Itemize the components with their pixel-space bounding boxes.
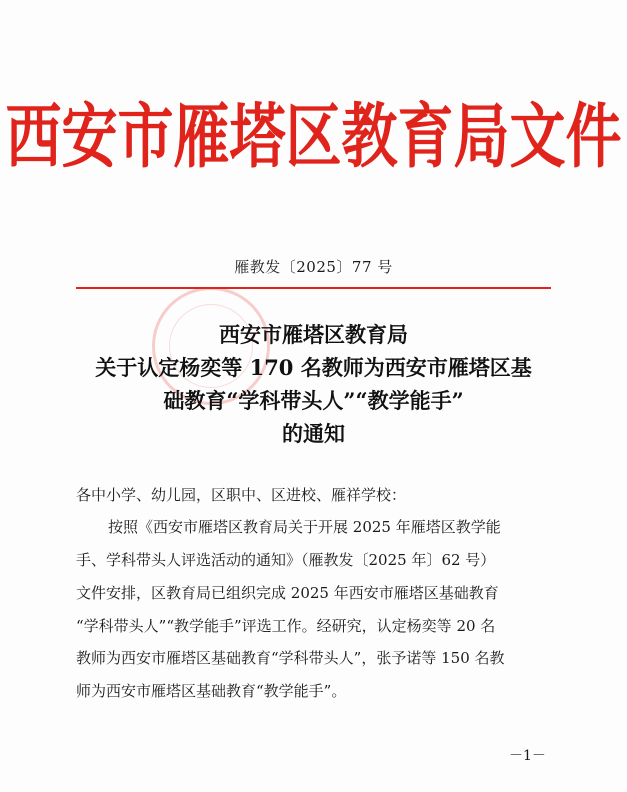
notice-title-line-2: 关于认定杨奕等 170 名教师为西安市雁塔区基: [95, 355, 532, 380]
recipients-line: 各中小学、幼儿园，区职中、区进校、雁祥学校：: [76, 486, 407, 504]
body-text-line: 师为西安市雁塔区基础教育“教学能手”。: [76, 682, 347, 700]
body-text-line: 按照《西安市雁塔区教育局关于开展 2025 年雁塔区教学能: [108, 518, 501, 536]
notice-title-line-1: 西安市雁塔区教育局: [219, 322, 408, 347]
body-text-line: 手、学科带头人评选活动的通知》（雁教发〔2025 年〕62 号）: [76, 551, 496, 569]
notice-title-line-4: 的通知: [282, 421, 345, 446]
page-number: －1－: [509, 748, 546, 764]
body-text-line: 教师为西安市雁塔区基础教育“学科带头人”，张予诺等 150 名教: [76, 649, 505, 667]
document-number: 雁教发〔2025〕77 号: [234, 258, 393, 276]
body-text-line: “学科带头人”“教学能手”评选工作。经研究，认定杨奕等 20 名: [76, 617, 496, 635]
red-divider-line: [76, 287, 551, 289]
body-text-line: 文件安排，区教育局已组织完成 2025 年西安市雁塔区基础教育: [76, 584, 499, 602]
notice-title-line-3: 础教育“学科带头人”“教学能手”: [163, 388, 464, 413]
masthead-title: 西安市雁塔区教育局文件: [5, 96, 622, 178]
